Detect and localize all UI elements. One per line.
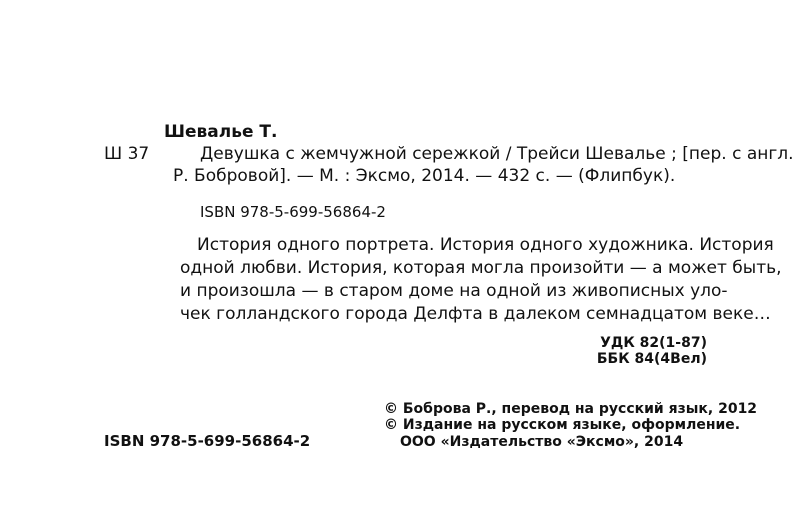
isbn-bottom: ISBN 978-5-699-56864-2 <box>104 432 311 450</box>
udk-code: УДК 82(1-87) <box>600 335 707 351</box>
annotation-line-3: и произошла — в старом доме на одной из живописных уло- <box>180 281 728 301</box>
title-line-2: Р. Бобровой]. — М. : Эксмо, 2014. — 432 с. — (Флипбук). <box>173 166 676 186</box>
annotation-line-4: чек голландского города Делфта в далеком семнадцатом веке… <box>180 304 771 324</box>
copyright-line-3: ООО «Издательство «Эксмо», 2014 <box>400 434 684 450</box>
isbn-top: ISBN 978-5-699-56864-2 <box>200 203 386 221</box>
copyright-line-1: © Боброва Р., перевод на русский язык, 2012 <box>384 401 758 417</box>
annotation-line-1: История одного портрета. История одного художника. История <box>197 235 774 255</box>
author-heading: Шевалье Т. <box>164 122 278 142</box>
bbk-code: ББК 84(4Вел) <box>596 351 707 367</box>
author-mark: Ш 37 <box>104 144 150 164</box>
copyright-line-2: © Издание на русском языке, оформление. <box>384 417 741 433</box>
title-line-1: Девушка с жемчужной сережкой / Трейси Шевалье ; [пер. с англ. <box>200 144 794 164</box>
annotation-line-2: одной любви. История, которая могла произойти — а может быть, <box>180 258 782 278</box>
